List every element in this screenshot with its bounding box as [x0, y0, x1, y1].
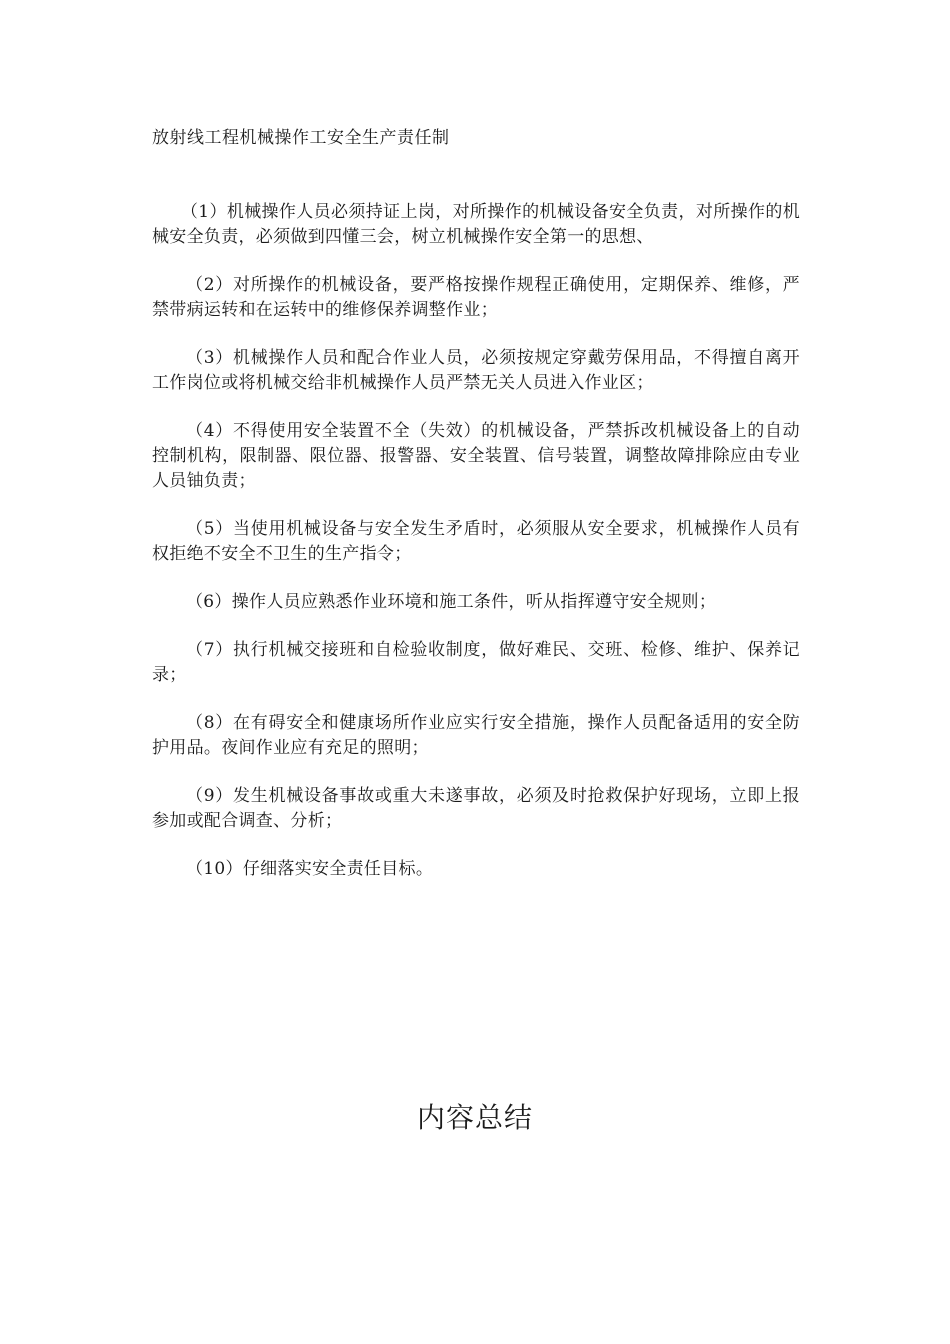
clause-2: （2）对所操作的机械设备，要严格按操作规程正确使用，定期保养、维修，严禁带病运转和在运转中的维修保养调整作业； [152, 275, 800, 320]
clause-10: （10）仔细落实安全责任目标。 [186, 859, 434, 879]
clause-7: （7）执行机械交接班和自检验收制度，做好难民、交班、检修、维护、保养记录； [152, 640, 800, 685]
clause-6: （6）操作人员应熟悉作业环境和施工条件，听从指挥遵守安全规则； [186, 592, 717, 612]
summary-heading: 内容总结 [416, 1101, 533, 1134]
clause-4: （4）不得使用安全装置不全（失效）的机械设备，严禁拆改机械设备上的自动控制机构，限制器、限位器、报警器、安全装置、信号装置，调整故障排除应由专业人员铀负责； [152, 421, 800, 491]
clause-9: （9）发生机械设备事故或重大未遂事故，必须及时抢救保护好现场，立即上报参加或配合调查、分析； [152, 786, 800, 831]
clause-list [152, 200, 800, 905]
clause-5: （5）当使用机械设备与安全发生矛盾时，必须服从安全要求，机械操作人员有权拒绝不安全不卫生的生产指令； [152, 519, 800, 564]
clause-8: （8）在有碍安全和健康场所作业应实行安全措施，操作人员配备适用的安全防护用品。夜间作业应有充足的照明； [152, 713, 800, 758]
document-title: 放射线工程机械操作工安全生产责任制 [152, 128, 450, 148]
clause-1: （1）机械操作人员必须持证上岗，对所操作的机械设备安全负责，对所操作的机械安全负责，必须做到四懂三会，树立机械操作安全第一的思想、 [152, 202, 800, 247]
clause-3: （3）机械操作人员和配合作业人员，必须按规定穿戴劳保用品，不得擅自离开工作岗位或将机械交给非机械操作人员严禁无关人员进入作业区； [152, 348, 800, 393]
